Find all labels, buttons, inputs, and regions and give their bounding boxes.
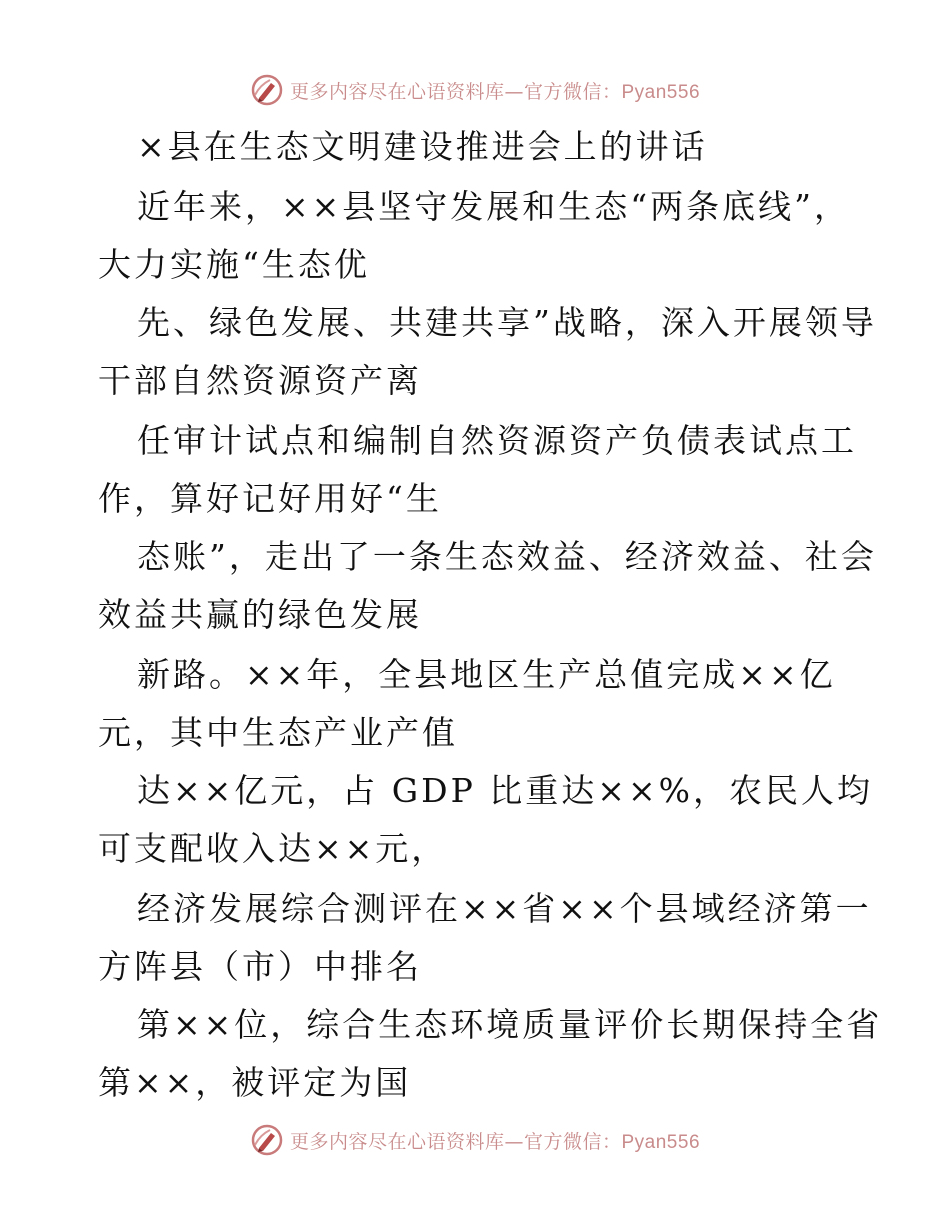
text-line: 元，其中生态产业产值 bbox=[98, 713, 458, 752]
text-line: 干部自然资源资产离 bbox=[98, 361, 422, 400]
watermark-text: 更多内容尽在心语资料库—官方微信：Pyan556 bbox=[289, 80, 701, 103]
watermark-handle: Pyan556 bbox=[621, 1131, 701, 1153]
watermark-handle: Pyan556 bbox=[621, 81, 701, 103]
text-line: 经济发展综合测评在××省××个县域经济第一 bbox=[137, 889, 872, 928]
pen-logo-icon bbox=[250, 73, 284, 107]
text-line: 新路。××年，全县地区生产总值完成××亿 bbox=[137, 655, 836, 694]
text-line: 第××，被评定为国 bbox=[98, 1063, 412, 1102]
text-line: 方阵县（市）中排名 bbox=[98, 947, 422, 986]
text-line: 效益共赢的绿色发展 bbox=[98, 595, 422, 634]
header-watermark bbox=[0, 70, 950, 110]
text-line: 先、绿色发展、共建共享”战略，深入开展领导 bbox=[137, 303, 877, 342]
text-line: 作，算好记好用好“生 bbox=[98, 479, 442, 518]
text-line: 大力实施“生态优 bbox=[98, 245, 370, 284]
text-line: 态账”，走出了一条生态效益、经济效益、社会 bbox=[137, 537, 877, 576]
text-line: 达××亿元，占 GDP 比重达××%，农民人均 bbox=[137, 771, 873, 810]
text-line: 近年来，××县坚守发展和生态“两条底线”， bbox=[137, 187, 851, 226]
text-line: 第××位，综合生态环境质量评价长期保持全省 bbox=[137, 1005, 883, 1044]
pen-logo-icon bbox=[250, 1123, 284, 1157]
text-line: 可支配收入达××元， bbox=[98, 829, 448, 868]
footer-watermark bbox=[0, 1120, 950, 1160]
document-title: ×县在生态文明建设推进会上的讲话 bbox=[137, 127, 708, 166]
watermark-text: 更多内容尽在心语资料库—官方微信：Pyan556 bbox=[289, 1130, 701, 1153]
text-line: 任审计试点和编制自然资源资产负债表试点工 bbox=[137, 421, 857, 460]
